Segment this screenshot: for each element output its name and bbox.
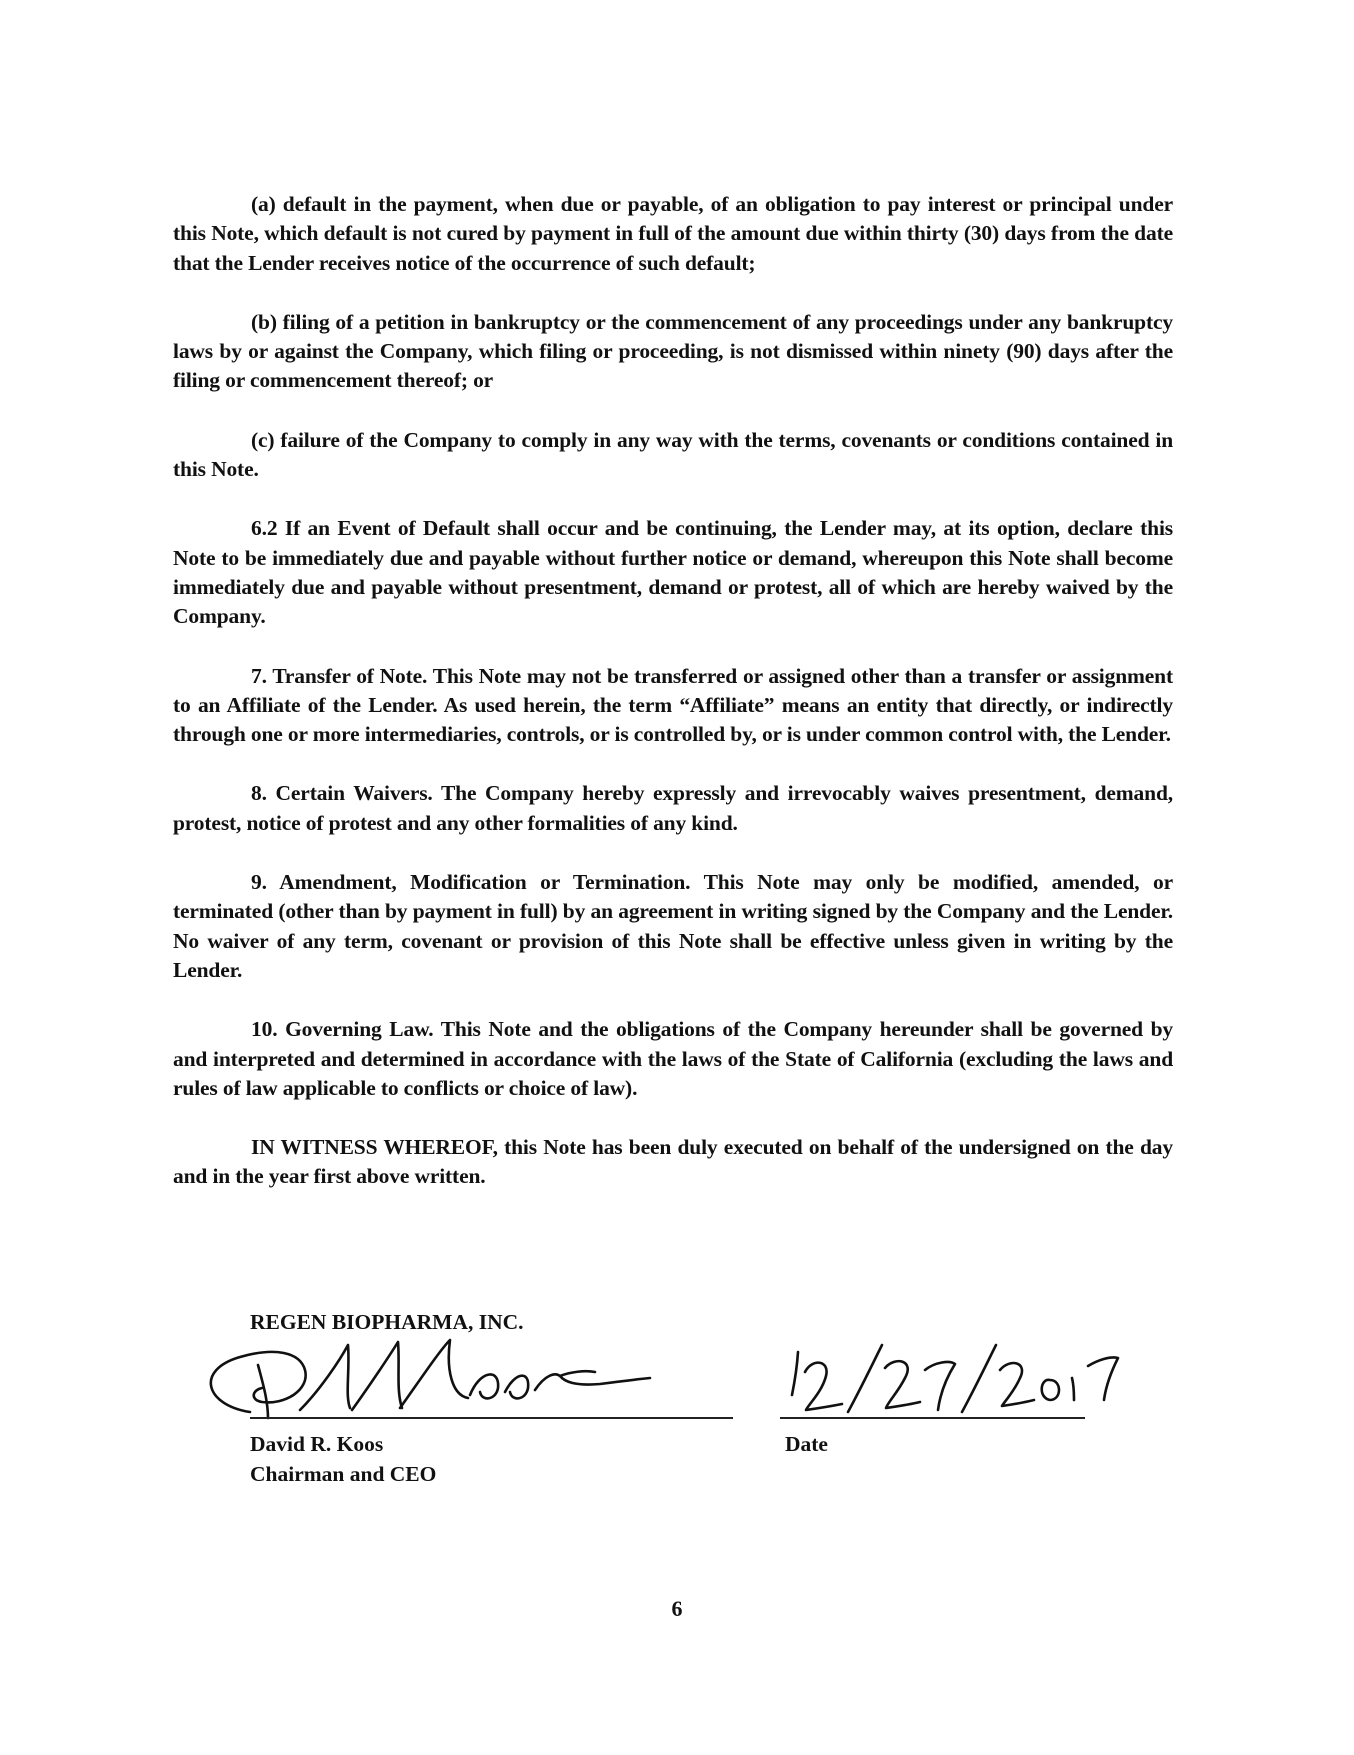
clause-a	[173, 190, 1173, 278]
note-body	[173, 190, 1173, 1222]
section-7-number: 7.	[251, 663, 267, 688]
section-6-2-text: 6.2 If an Event of Default shall occur and be continuing, the Lender may, at its option, declare this Note to be immediately due and payable without further notice or demand, whereupon this Note shall become immediately due and payable without presentment, demand or protest, all of which are hereby waived by the Company.	[173, 516, 1173, 629]
clause-b	[173, 308, 1173, 396]
section-8-text: The Company hereby expressly and irrevocably waives presentment, demand, protest, notice of protest and any other formalities of any kind.	[173, 781, 1173, 835]
section-7	[173, 662, 1173, 750]
section-8	[173, 779, 1173, 838]
company-name: REGEN BIOPHARMA, INC.	[250, 1310, 524, 1334]
section-10-text: This Note and the obligations of the Company hereunder shall be governed by and interpreted and determined in accordance with the laws of the State of California (excluding the laws and rules of law applicable to conflicts or choice of law).	[173, 1017, 1173, 1100]
section-9	[173, 868, 1173, 985]
section-10-number: 10.	[251, 1017, 278, 1042]
clause-c	[173, 426, 1173, 485]
section-8-number: 8.	[251, 781, 267, 806]
date-label: Date	[785, 1432, 828, 1456]
handwritten-date	[792, 1345, 1118, 1412]
clause-a-text: (a) default in the payment, when due or payable, of an obligation to pay interest or principal under this Note, which default is not cured by payment in full of the amount due within thirty (30) days from the date that the Lender receives notice of the occurrence of such default;	[173, 192, 1173, 275]
section-7-text: This Note may not be transferred or assigned other than a transfer or assignment to an Affiliate of the Lender. As used herein, the term “Affiliate” means an entity that directly, or indirectly through one or more intermediaries, controls, or is controlled by, or is under common control with, the Lender.	[173, 663, 1173, 747]
page-number: 6	[671, 1596, 683, 1621]
section-9-heading: Amendment, Modification or Termination.	[279, 870, 691, 895]
witness-text: this Note has been duly executed on behalf of the undersigned on the day and in the year first above written.	[173, 1135, 1173, 1189]
section-9-number: 9.	[251, 870, 267, 895]
clause-c-text: (c) failure of the Company to comply in any way with the terms, covenants or conditions contained in this Note.	[173, 427, 1173, 482]
witness-heading: IN WITNESS WHEREOF,	[251, 1135, 498, 1160]
handwritten-signature	[211, 1340, 650, 1418]
signer-title: Chairman and CEO	[250, 1462, 437, 1486]
witness-clause	[173, 1133, 1173, 1192]
section-9-text: This Note may only be modified, amended, or terminated (other than by payment in full) by an agreement in writing signed by the Company and the Lender. No waiver of any term, covenant or provision of this Note shall be effective unless given in writing by the Lender.	[173, 870, 1173, 982]
signer-name: David R. Koos	[250, 1432, 384, 1456]
section-8-heading: Certain Waivers.	[275, 781, 433, 806]
clause-b-text: (b) filing of a petition in bankruptcy or the commencement of any proceedings under any bankruptcy laws by or against the Company, which filing or proceeding, is not dismissed within ninety (90) days after the filing or commencement thereof; or	[173, 309, 1173, 393]
section-7-heading: Transfer of Note.	[272, 663, 428, 688]
section-10	[173, 1015, 1173, 1103]
section-6-2	[173, 514, 1173, 631]
section-10-heading: Governing Law.	[285, 1017, 434, 1042]
